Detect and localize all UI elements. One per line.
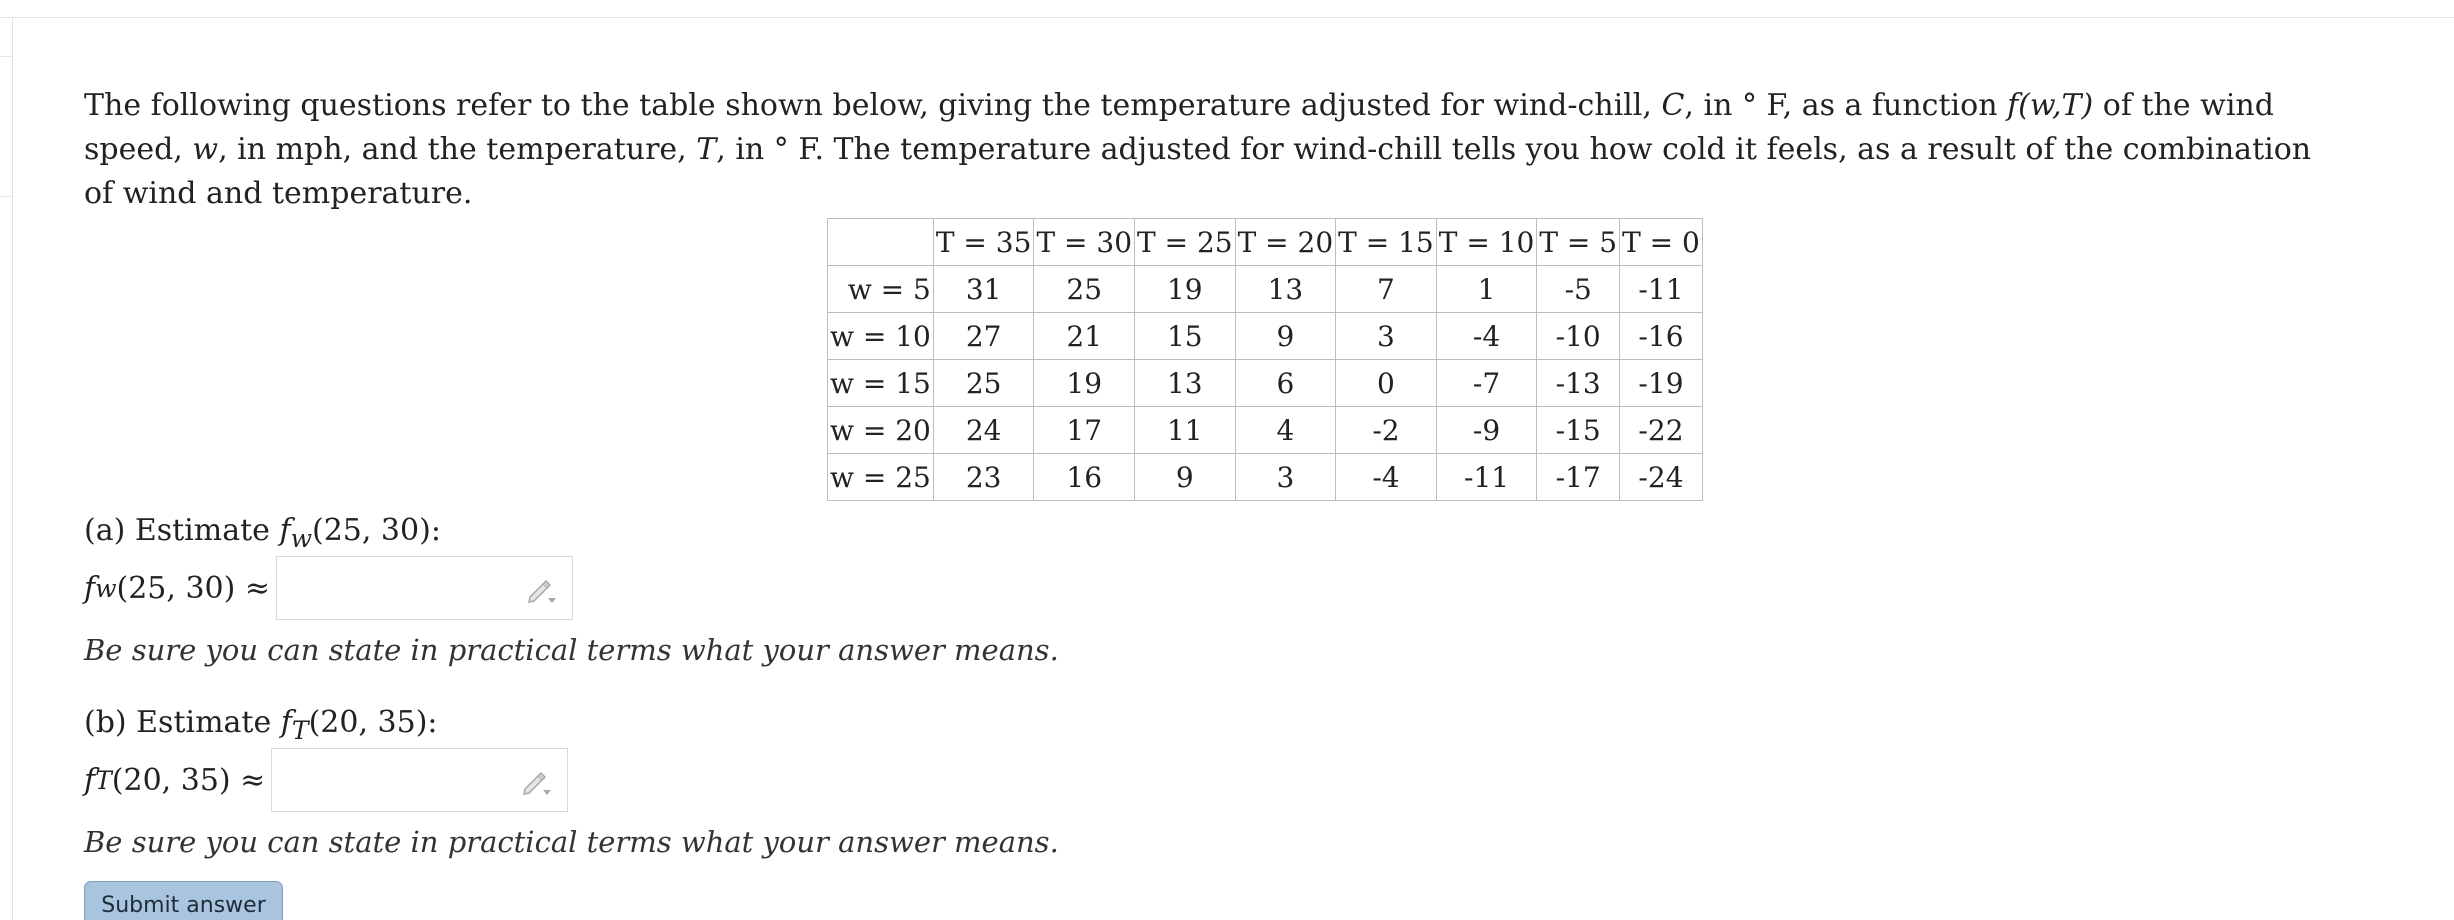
table-corner (828, 219, 934, 266)
column-header: T = 0 (1620, 219, 1703, 266)
table-row (828, 313, 1703, 360)
part-a-answer-args: (25, 30) ≈ (116, 570, 271, 606)
part-b-args: (20, 35): (308, 705, 438, 740)
table-cell: 25 (933, 360, 1034, 407)
pencil-dropdown-icon[interactable] (526, 575, 558, 605)
part-b-answer-args: (20, 35) ≈ (111, 762, 266, 798)
intro-text: , in mph, and the temperature, (218, 132, 697, 167)
row-header: w = 10 (828, 313, 934, 360)
table-cell: 15 (1135, 313, 1236, 360)
subscript-T: T (291, 716, 309, 745)
var-f: f (84, 570, 96, 606)
row-header: w = 15 (828, 360, 934, 407)
table-cell: 13 (1135, 360, 1236, 407)
table-row (828, 407, 1703, 454)
table-cell: -7 (1436, 360, 1537, 407)
column-header: T = 35 (933, 219, 1034, 266)
var-f: f (279, 513, 291, 548)
table-cell: 9 (1135, 454, 1236, 501)
part-a-note: Be sure you can state in practical terms what your answer means. (84, 633, 1059, 667)
column-header: T = 30 (1034, 219, 1135, 266)
table-cell: 11 (1135, 407, 1236, 454)
table-cell: 3 (1336, 313, 1437, 360)
part-b-prompt (84, 701, 2384, 745)
var-f: f (280, 705, 292, 740)
table-cell: -19 (1620, 360, 1703, 407)
table-header-row (828, 219, 1703, 266)
table-cell: -13 (1537, 360, 1620, 407)
var-f: f (84, 762, 96, 798)
table-row (828, 454, 1703, 501)
pencil-dropdown-icon[interactable] (521, 767, 553, 797)
table-cell: -16 (1620, 313, 1703, 360)
table-cell: 31 (933, 266, 1034, 313)
table-cell: -4 (1336, 454, 1437, 501)
intro-text: , in ° F. The temperature adjusted for wind-chill tells you how cold it feels, as a result of the combination of wind and temperature. (84, 132, 2312, 211)
part-a-prompt (84, 509, 2384, 553)
problem-intro (84, 84, 2324, 216)
table-cell: 9 (1235, 313, 1336, 360)
part-b-label: (b) Estimate (84, 705, 281, 740)
subscript-T: T (95, 765, 112, 795)
table-cell: 23 (933, 454, 1034, 501)
table-cell: -5 (1537, 266, 1620, 313)
part-a-args: (25, 30): (311, 513, 441, 548)
table-cell: 16 (1034, 454, 1135, 501)
left-divider (12, 18, 13, 920)
var-f: f (2007, 88, 2019, 123)
var-w: w (192, 132, 219, 167)
table-row (828, 360, 1703, 407)
problem-content (84, 84, 2384, 867)
table-cell: -15 (1537, 407, 1620, 454)
part-b-note: Be sure you can state in practical terms what your answer means. (84, 825, 1059, 859)
table-cell: 21 (1034, 313, 1135, 360)
table-cell: -9 (1436, 407, 1537, 454)
table-cell: -22 (1620, 407, 1703, 454)
table-row (828, 266, 1703, 313)
part-a-answer-input[interactable] (276, 556, 573, 620)
table-cell: -11 (1436, 454, 1537, 501)
submit-answer-button[interactable]: Submit answer (84, 881, 283, 920)
table-cell: 6 (1235, 360, 1336, 407)
subscript-w: w (290, 524, 312, 553)
part-b-answer-row (84, 747, 2384, 813)
intro-text: , in ° F, as a function (1684, 88, 2008, 123)
table-cell: 25 (1034, 266, 1135, 313)
func-args: (w,T) (2018, 88, 2094, 123)
var-T: T (696, 132, 717, 167)
column-header: T = 20 (1235, 219, 1336, 266)
subscript-w: w (95, 573, 117, 603)
intro-text: The following questions refer to the table shown below, giving the temperature adjusted for wind-chill, (84, 88, 1662, 123)
table-cell: -24 (1620, 454, 1703, 501)
column-header: T = 10 (1436, 219, 1537, 266)
row-header: w = 20 (828, 407, 934, 454)
table-cell: 1 (1436, 266, 1537, 313)
column-header: T = 25 (1135, 219, 1236, 266)
left-divider-tick (0, 196, 12, 197)
table-cell: -17 (1537, 454, 1620, 501)
table-cell: 19 (1135, 266, 1236, 313)
table-cell: -10 (1537, 313, 1620, 360)
column-header: T = 5 (1537, 219, 1620, 266)
table-cell: 17 (1034, 407, 1135, 454)
table-cell: -11 (1620, 266, 1703, 313)
var-C: C (1661, 88, 1685, 123)
table-cell: 27 (933, 313, 1034, 360)
table-cell: 19 (1034, 360, 1135, 407)
table-cell: 0 (1336, 360, 1437, 407)
table-cell: -4 (1436, 313, 1537, 360)
table-cell: 7 (1336, 266, 1437, 313)
windchill-table (827, 218, 1703, 501)
table-cell: 3 (1235, 454, 1336, 501)
row-header: w = 25 (828, 454, 934, 501)
part-b-answer-input[interactable] (271, 748, 568, 812)
left-divider-tick (0, 56, 12, 57)
intro-text: of the wind speed, (84, 88, 2274, 167)
row-header: w = 5 (828, 266, 934, 313)
part-a-label: (a) Estimate (84, 513, 280, 548)
table-cell: 24 (933, 407, 1034, 454)
table-cell: 13 (1235, 266, 1336, 313)
part-a-answer-row (84, 555, 2384, 621)
top-divider (0, 17, 2454, 18)
column-header: T = 15 (1336, 219, 1437, 266)
table-cell: -2 (1336, 407, 1437, 454)
table-cell: 4 (1235, 407, 1336, 454)
